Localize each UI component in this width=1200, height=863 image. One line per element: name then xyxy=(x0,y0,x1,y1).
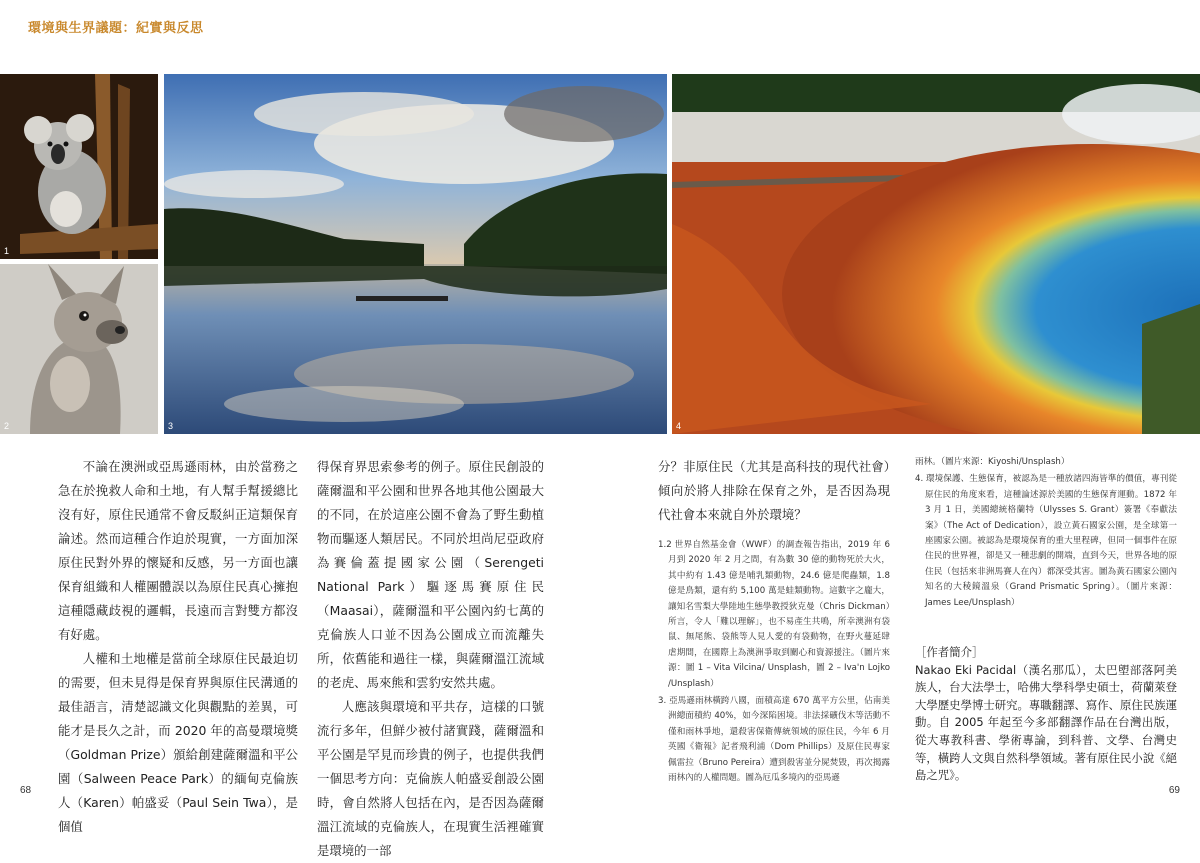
page-number-left: 68 xyxy=(20,785,32,796)
paragraph: 得保育界思索參考的例子。原住民創設的薩爾溫和平公園和世界各地其他公園最大的不同，在於這座公園不會為了野生動植物而驅逐人類居民。不同於坦尚尼亞政府為賽倫蓋提國家公園（Serengeti National Park）驅逐馬賽原住民（Maasai），薩爾溫和平公園內約七萬的克倫族人口並不因為公園成立而流離失所，依舊能和過往一樣，與薩爾溫江流域的老虎、馬來熊和雲豹安然共處。 xyxy=(317,459,544,690)
page-number-right: 69 xyxy=(1168,785,1180,796)
hot-spring-illustration xyxy=(672,74,1200,434)
photo-notes-left xyxy=(658,538,890,789)
body-column-2 xyxy=(317,455,544,863)
note: 3. 亞馬遜雨林橫跨八國，面積高達 670 萬平方公里，佔南美洲總面積約 40%，如今深陷困境。非法採礦伐木等活動不僅和雨林爭地，還殺害保衛傳統領域的原住民，今年 6 月英國《衛報》記者飛利浦（Dom Phillips）及原住民專家佩雷拉（Bruno Pereira）遭到殺害並分屍焚毀，再次揭露雨林內的人權問題。圖為厄瓜多境內的亞馬遜 xyxy=(658,696,890,784)
kangaroo-illustration xyxy=(0,264,158,434)
section-title: 環境與生界議題：紀實與反思 xyxy=(28,21,204,36)
note: 雨林。（圖片來源：Kiyoshi/Unsplash） xyxy=(915,457,1070,467)
river-illustration xyxy=(164,74,667,434)
note: 4. 環境保護、生態保育，被認為是一種放諸四海皆準的價值，專刊從原住民的角度來看，這種論述源於美國的生態保育運動。1872 年 3 月 1 日，美國總統格蘭特（Ulysses S. Grant）簽署《奉獻法案》（The Act of Dedication），設立黃石國家公園，是全球第一座國家公園。被認為是環境保育的重大里程碑，但同一個事件在原住民的世界裡，卻是又一種悲劇的開端，直到今天，世界各地的原住民（包括來非洲馬賽人在內）都深受其害。圖為黃石國家公園內知名的大稜鏡溫泉（Grand Prismatic Spring）。（圖片來源：James Lee/Unsplash） xyxy=(915,474,1177,608)
paragraph: 人應該與環境和平共存，這樣的口號流行多年，但鮮少被付諸實踐，薩爾溫和平公園是罕見而珍貴的例子，也提供我們一個思考方向：克倫族人帕盛妥創設公園時，會自然將人包括在內，是否因為薩爾溫江流域的克倫族人，在現實生活裡確實是環境的一部 xyxy=(317,699,544,858)
body-column-3 xyxy=(658,455,890,527)
paragraph: 不論在澳洲或亞馬遜雨林，由於當務之急在於挽救人命和土地，有人幫手幫援總比沒有好，原住民通常不會反駁糾正這類保育論述。然而這種合作迫於現實，一方面加深原住民對外界的懷疑和反感，另一方面也讓保育組織和人權團體誤以為原住民真心擁抱這種隱藏歧視的邏輯，長遠而言對雙方都沒有好處。 xyxy=(58,459,298,642)
photo-notes-right xyxy=(915,455,1177,613)
koala-photo xyxy=(0,74,158,259)
river-photo xyxy=(164,74,667,434)
photo-number: 2 xyxy=(4,421,10,431)
body-column-1 xyxy=(58,455,298,839)
author-heading: ［作者簡介］ xyxy=(915,645,984,659)
author-bio xyxy=(915,644,1177,785)
hot-spring-photo xyxy=(672,74,1200,434)
photo-number: 1 xyxy=(4,246,10,256)
koala-illustration xyxy=(0,74,158,259)
note: 1.2 世界自然基金會（WWF）的調查報告指出，2019 年 6 月到 2020 年 2 月之間，有為數 30 億的動物死於大火，其中約有 1.43 億是哺乳類動物，24.6 億是爬蟲類，1.8 億是鳥類，還有約 5,100 萬是蛙類動物。這數字之龐大，讓知名雪梨大學陸地生態學教授狄克曼（Chris Dickman）所言，令人「難以理解」，也不易產生共鳴，所幸澳洲有袋鼠、無尾熊、袋熊等人見人愛的有袋動物，在野火蔓延肆虐期間，在國際上為澳洲爭取到關心和資源援注。（圖片來源：圖 1 – Vita Vilcina/ Unsplash，圖 2 – Iva'n Lojko /Unsplash） xyxy=(658,540,890,689)
author-text: Nakao Eki Pacidal（漢名那瓜），太巴塱部落阿美族人，台大法學士，哈佛大學科學史碩士，荷蘭萊登大學歷史學博士研究。專職翻譯、寫作、原住民族運動。自 2005 年起至今多部翻譯作品在台灣出版，從大專教科書、學術專論，到科普、文學、台灣史等，橫跨人文與自然科學領域。著有原住民小說《絕島之咒》。 xyxy=(915,662,1177,783)
paragraph: 人權和土地權是當前全球原住民最迫切的需要，但未見得是保育界與原住民溝通的最佳語言，清楚認識文化與觀點的差異，可能才是長久之計，而 2020 年的高曼環境獎（Goldman Prize）頒給創建薩爾溫和平公園（Salween Peace Park）的緬甸克倫族人（Karen）帕盛妥（Paul Sein Twa），是個值 xyxy=(58,651,298,834)
paragraph: 分？非原住民（尤其是高科技的現代社會）傾向於將人排除在保育之外，是否因為現代社會本來就自外於環境？ xyxy=(658,459,890,522)
photo-number: 4 xyxy=(676,421,682,431)
kangaroo-photo xyxy=(0,264,158,434)
photo-number: 3 xyxy=(168,421,174,431)
